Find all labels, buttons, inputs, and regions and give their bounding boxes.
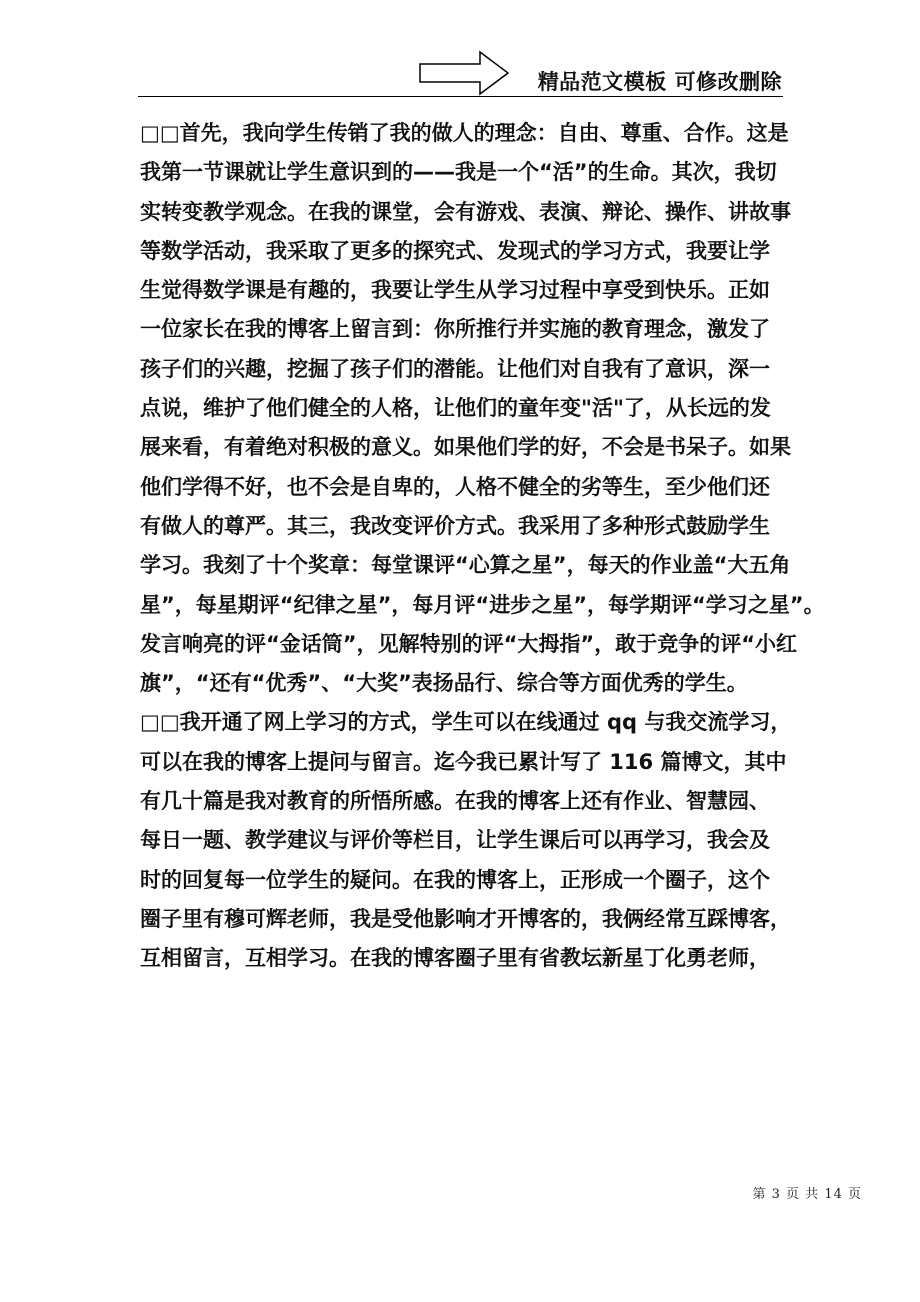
- text-line: 等数学活动，我采取了更多的探究式、发现式的学习方式，我要让学: [140, 238, 770, 263]
- text-line: 学习。我刻了十个奖章：每堂课评“心算之星”，每天的作业盖“大五角: [140, 553, 791, 578]
- header-divider: [138, 96, 783, 97]
- text-line: 展来看，有着绝对积极的意义。如果他们学的好，不会是书呆子。如果: [140, 435, 791, 460]
- text-line: 有几十篇是我对教育的所悟所感。在我的博客上还有作业、智慧园、: [140, 789, 770, 814]
- text-line: 可以在我的博客上提问与留言。迄今我已累计写了 116 篇博文，其中: [140, 749, 787, 774]
- text-line: 圈子里有穆可辉老师，我是受他影响才开博客的，我俩经常互踩博客，: [140, 906, 791, 931]
- text-line: 时的回复每一位学生的疑问。在我的博客上，正形成一个圈子，这个: [140, 867, 770, 892]
- text-line: 发言响亮的评“金话筒”，见解特别的评“大拇指”，敢于竞争的评“小红: [140, 631, 798, 656]
- text-line: 每日一题、教学建议与评价等栏目，让学生课后可以再学习，我会及: [140, 828, 770, 853]
- right-arrow-icon: [418, 50, 510, 96]
- text-line: 互相留言，互相学习。在我的博客圈子里有省教坛新星丁化勇老师，: [140, 946, 770, 971]
- text-line: 我第一节课就让学生意识到的——我是一个“活”的生命。其次，我切: [140, 160, 777, 185]
- text-line: □□首先，我向学生传销了我的做人的理念：自由、尊重、合作。这是: [140, 121, 789, 145]
- page-number: 第 3 页 共 14 页: [752, 1187, 862, 1202]
- text-line: 他们学得不好，也不会是自卑的，人格不健全的劣等生，至少他们还: [140, 474, 770, 499]
- text-line: 点说，维护了他们健全的人格，让他们的童年变"活"了，从长远的发: [140, 396, 771, 421]
- document-body: [140, 114, 825, 979]
- text-line: 星”，每星期评“纪律之星”，每月评“进步之星”，每学期评“学习之星”。: [140, 592, 825, 617]
- text-line: 旗”，“还有“优秀”、“大奖”表扬品行、综合等方面优秀的学生。: [140, 671, 748, 696]
- text-line: 一位家长在我的博客上留言到：你所推行并实施的教育理念，激发了: [140, 317, 770, 342]
- text-line: □□我开通了网上学习的方式，学生可以在线通过 qq 与我交流学习，: [140, 710, 792, 735]
- text-line: 有做人的尊严。其三，我改变评价方式。我采用了多种形式鼓励学生: [140, 513, 770, 538]
- text-line: 孩子们的兴趣，挖掘了孩子们的潜能。让他们对自我有了意识，深一: [140, 356, 770, 381]
- page-header: [0, 0, 920, 100]
- text-line: 实转变教学观念。在我的课堂，会有游戏、表演、辩论、操作、讲故事: [140, 199, 791, 224]
- text-line: 生觉得数学课是有趣的，我要让学生从学习过程中享受到快乐。正如: [140, 278, 770, 303]
- header-title: 精品范文模板 可修改删除: [537, 70, 782, 94]
